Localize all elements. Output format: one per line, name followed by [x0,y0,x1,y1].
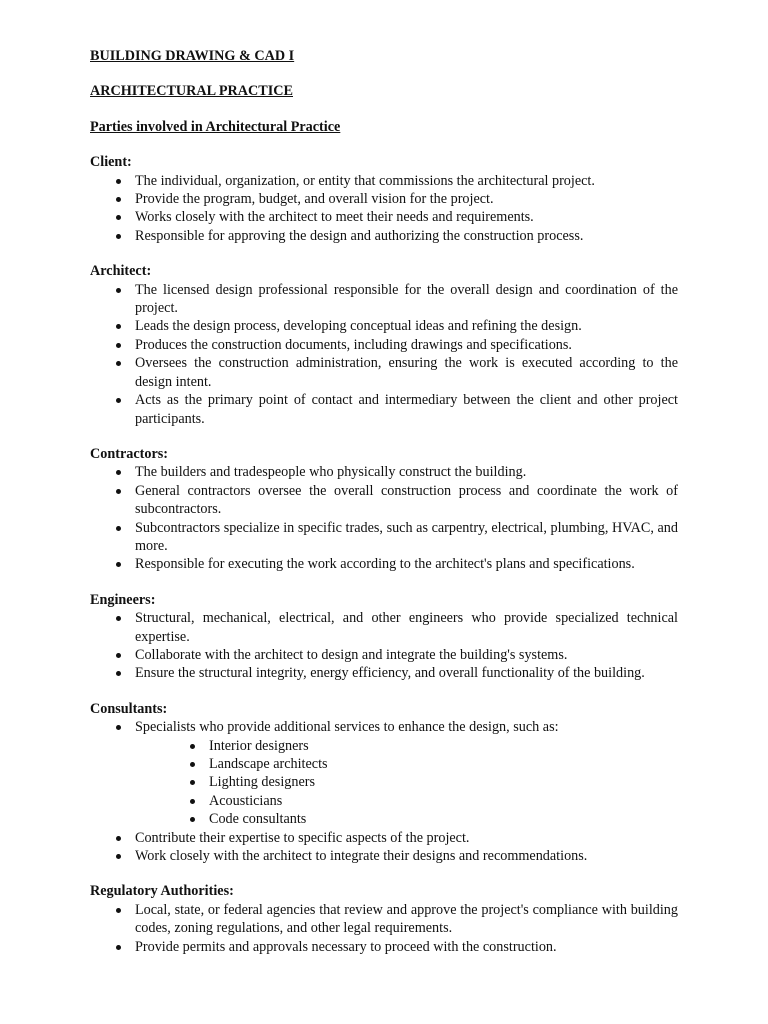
section-regulatory [90,882,678,956]
list-item: Provide the program, budget, and overall vision for the project. [90,190,678,208]
list-item: Oversees the construction administration, ensuring the work is executed according to the design intent. [90,354,678,391]
sub-list-item: Code consultants [90,810,678,828]
document-page [90,47,678,973]
section-consultants [90,700,678,866]
list-item: Collaborate with the architect to design and integrate the building's systems. [90,646,678,664]
list-item: Responsible for approving the design and authorizing the construction process. [90,227,678,245]
section-title-client: Client: [90,154,132,171]
sub-list-item: Acousticians [90,792,678,810]
section-engineers [90,591,678,683]
consultants-list-continued [90,829,678,866]
list-item: Structural, mechanical, electrical, and other engineers who provide specialized technical expertise. [90,609,678,646]
list-item: The individual, organization, or entity that commissions the architectural project. [90,172,678,190]
list-item: Specialists who provide additional services to enhance the design, such as: [90,718,678,736]
list-item: Produces the construction documents, including drawings and specifications. [90,336,678,354]
document-title: BUILDING DRAWING & CAD I [90,48,295,64]
section-title-contractors: Contractors: [90,445,169,462]
sub-list-item: Landscape architects [90,755,678,773]
sub-list-item: Lighting designers [90,773,678,791]
section-title-consultants: Consultants: [90,700,168,717]
list-item: Work closely with the architect to integrate their designs and recommendations. [90,847,678,865]
contractors-list [90,463,678,573]
consultants-list [90,718,678,736]
section-architect [90,262,678,428]
list-item: Provide permits and approvals necessary to proceed with the construction. [90,938,678,956]
section-title-architect: Architect: [90,263,152,280]
list-item: Ensure the structural integrity, energy efficiency, and overall functionality of the building. [90,664,678,682]
engineers-list [90,609,678,683]
section-title-regulatory: Regulatory Authorities: [90,883,234,900]
list-item: Subcontractors specialize in specific trades, such as carpentry, electrical, plumbing, HVAC, and more. [90,519,678,556]
list-item: Works closely with the architect to meet their needs and requirements. [90,208,678,226]
section-title-engineers: Engineers: [90,591,156,608]
list-item: Responsible for executing the work according to the architect's plans and specifications. [90,555,678,573]
regulatory-list [90,901,678,956]
client-list [90,172,678,246]
list-item: Leads the design process, developing conceptual ideas and refining the design. [90,317,678,335]
list-item: Local, state, or federal agencies that review and approve the project's compliance with building codes, zoning regulations, and other legal requirements. [90,901,678,938]
list-item: General contractors oversee the overall construction process and coordinate the work of subcontractors. [90,482,678,519]
list-item: The builders and tradespeople who physically construct the building. [90,463,678,481]
document-subtitle: ARCHITECTURAL PRACTICE [90,83,293,100]
list-item: The licensed design professional responsible for the overall design and coordination of the project. [90,281,678,318]
architect-list [90,281,678,428]
list-item: Contribute their expertise to specific aspects of the project. [90,829,678,847]
sub-list-item: Interior designers [90,737,678,755]
section-contractors [90,445,678,574]
list-item: Acts as the primary point of contact and intermediary between the client and other project participants. [90,391,678,428]
consultants-sub-list [90,737,678,829]
parties-heading: Parties involved in Architectural Practice [90,118,341,135]
section-client [90,153,678,245]
